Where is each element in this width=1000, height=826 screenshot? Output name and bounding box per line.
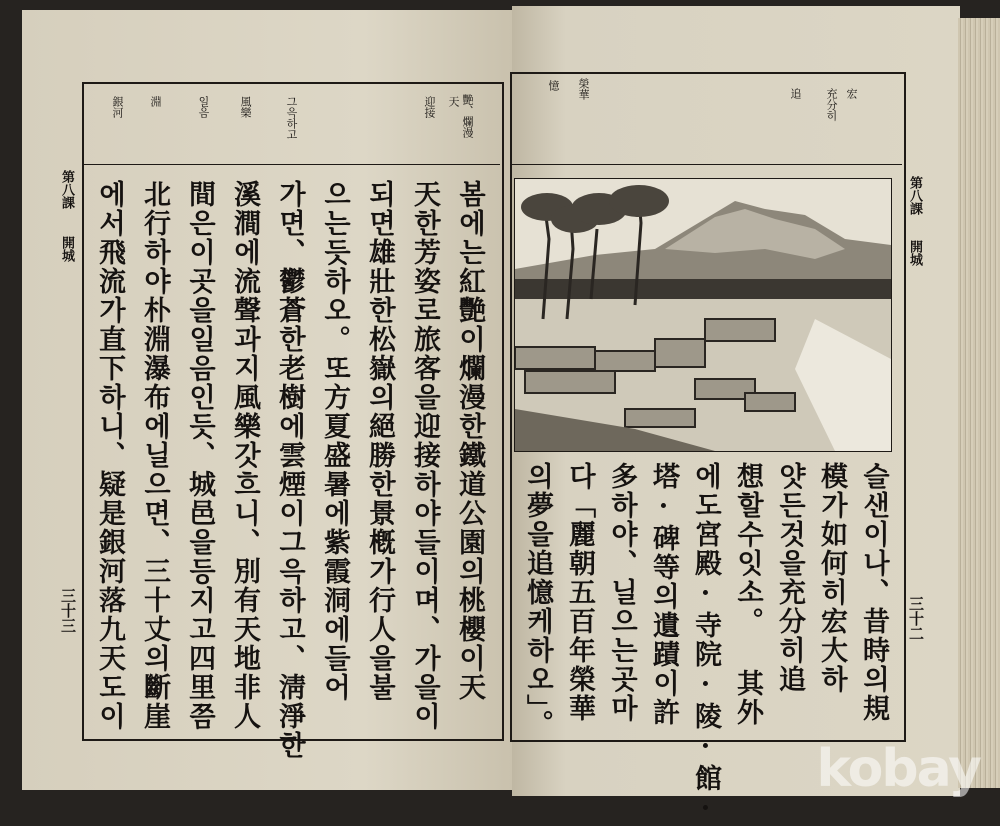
right-gloss: 榮華 bbox=[577, 78, 590, 100]
left-gloss: 天 bbox=[447, 96, 460, 107]
left-margin-title: 開城 bbox=[59, 236, 74, 262]
left-text-column: 北行하야朴淵瀑布에닐으면、三十丈의斷崖 bbox=[139, 180, 170, 731]
right-text-column: 에도宮殿·寺院·陵·館· bbox=[690, 462, 721, 826]
page-edge-stack bbox=[958, 18, 1000, 788]
right-gloss: 充分히 bbox=[825, 88, 838, 121]
left-text-column: 에서飛流가直下하니、疑是銀河落九天도이 bbox=[94, 180, 125, 731]
left-gloss: 風樂 bbox=[239, 96, 252, 118]
left-text-column: 天한芳姿로旅客을迎接하야들이며、가을이 bbox=[409, 180, 440, 731]
left-page-number: 三十三 bbox=[59, 588, 77, 633]
right-gloss: 宏 bbox=[845, 88, 858, 99]
right-text-column: 模가如何히宏大하 bbox=[816, 462, 847, 694]
right-text-column: 얏든것을充分히追 bbox=[774, 462, 805, 694]
left-gloss: 銀河 bbox=[111, 96, 124, 118]
right-page-number: 三十二 bbox=[907, 596, 925, 641]
right-text-column: 슬샌이나、昔時의規 bbox=[858, 462, 889, 723]
right-text-column: 多하야、닐으는곳마 bbox=[606, 462, 637, 723]
left-margin-lesson: 第八課 bbox=[59, 170, 74, 209]
right-text-column: 의夢을追憶케하오」。 bbox=[522, 462, 553, 739]
right-gloss: 憶 bbox=[547, 80, 560, 91]
right-gloss: 追 bbox=[789, 88, 802, 99]
kaesong-ruins-illustration bbox=[514, 178, 892, 452]
left-gloss: 淵 bbox=[149, 96, 162, 107]
right-margin-title: 開城 bbox=[907, 240, 922, 266]
right-text-column: 想할수잇소。 其外 bbox=[732, 462, 763, 727]
right-text-column: 다「麗朝五百年榮華 bbox=[564, 462, 595, 723]
kobay-watermark: kobay bbox=[816, 739, 980, 799]
left-gloss: 일음 bbox=[197, 96, 210, 118]
right-margin-lesson: 第八課 bbox=[907, 176, 922, 215]
left-gloss: 艷、爛漫 bbox=[461, 94, 474, 138]
left-text-column: 間은이곳을일음인듯、城邑을등지고四里쯤 bbox=[184, 180, 215, 731]
left-text-column: 가면、鬱蒼한老樹에雲煙이그윽하고、淸淨한 bbox=[274, 180, 305, 760]
left-text-column: 되면雄壯한松嶽의絕勝한景槪가行人을불 bbox=[364, 180, 395, 702]
right-text-column: 塔·碑等의遺蹟이許 bbox=[648, 462, 679, 727]
left-text-column: 봄에는紅艷이爛漫한鐵道公園의桃櫻이天 bbox=[454, 180, 485, 702]
right-gloss-row bbox=[512, 74, 902, 165]
left-gloss: 그윽하고 bbox=[285, 96, 298, 140]
left-gloss: 迎接 bbox=[423, 96, 436, 118]
left-text-column: 으는듯하오。또方夏盛暑에紫霞洞에들어 bbox=[319, 180, 350, 702]
left-text-column: 溪澗에流聲과지風樂갓흐니、別有天地非人 bbox=[229, 180, 260, 731]
